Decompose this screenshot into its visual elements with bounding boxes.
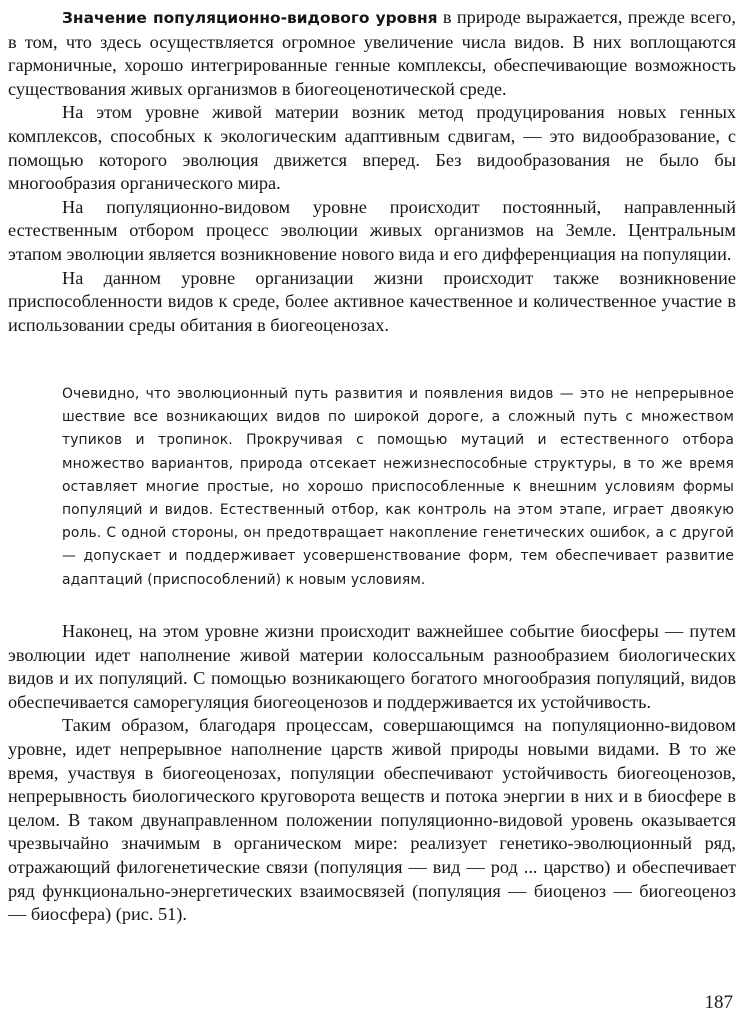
paragraph-6: Таким образом, благодаря процессам, совершающимся на популяционно-видовом уровне, идет непрерывное наполнение царств живой природы новыми видами. В то же время, участвуя в биогеоценозах, популяции обеспечивают устойчивость биогеоценозов, непрерывность биологического круговорота веществ и потока энергии в них и в биосфере в целом. В таком двунаправленном положении популяционно-видовой уровень оказывается чрезвычайно значимым в органическом мире: реализует генетико-эволюционный ряд, отражающий филогенетические связи (популяция — вид — род ... царство) и обеспечивает ряд функционально-энергетических взаимосвязей (популяция — биоценоз — биогеоценоз — биосфера) (рис. 51). xyxy=(8,715,736,925)
paragraph-1-text: в природе выражается, прежде всего, в том, что здесь осуществляется огромное увеличение числа видов. В них воплощаются гармоничные, хорошо интегрированные генные комплексы, обеспечивающие возможность существования живых организмов в биогеоценотической среде. xyxy=(8,7,736,99)
paragraph-2: На этом уровне живой материи возник метод продуцирования новых генных комплексов, способных к экологическим адаптивным сдвигам, — это видообразование, с помощью которого эволюция движется вперед. Без видообразования не было бы многообразия органического мира. xyxy=(8,102,736,194)
paragraph-1-lead: Значение популяционно-видового уровня xyxy=(62,9,438,27)
note-block xyxy=(62,383,734,592)
main-text-top xyxy=(8,6,736,337)
paragraph-4: На данном уровне организации жизни происходит также возникновение приспособленности видов к среде, более активное качественное и количественное участие в использовании среды обитания в биогеоценозах. xyxy=(8,267,736,335)
note-text: Очевидно, что эволюционный путь развития и появления видов — это не непрерывное шествие все возникающих видов по широкой дороге, а сложный путь с множеством тупиков и тропинок. Прокручивая с помощью мутаций и естественного отбора множество вариантов, природа отсекает нежизнеспособные структуры, в то же время оставляет многие простые, но хорошо приспособленные к внешним условиям формы популяций и видов. Естественный отбор, как контроль на этом этапе, играет двоякую роль. С одной стороны, он предотвращает накопление генетических ошибок, а с другой — допускает и поддерживает усовершенствование форм, тем обеспечивает развитие адаптаций (приспособлений) к новым условиям. xyxy=(62,386,734,588)
paragraph-3: На популяционно-видовом уровне происходит постоянный, направленный естественным отбором процесс эволюции живых организмов на Земле. Центральным этапом эволюции является возникновение нового вида и его дифференциация на популяции. xyxy=(8,196,736,264)
main-text-bottom xyxy=(8,620,736,927)
page-number: 187 xyxy=(704,992,733,1013)
paragraph-1 xyxy=(8,6,736,101)
paragraph-5: Наконец, на этом уровне жизни происходит важнейшее событие биосферы — путем эволюции идет наполнение живой материи колоссальным разнообразием биологических видов и их популяций. С помощью возникающего богатого многообразия популяций, видов обеспечивается саморегуляция биогеоценозов и поддерживается их устойчивость. xyxy=(8,621,736,712)
